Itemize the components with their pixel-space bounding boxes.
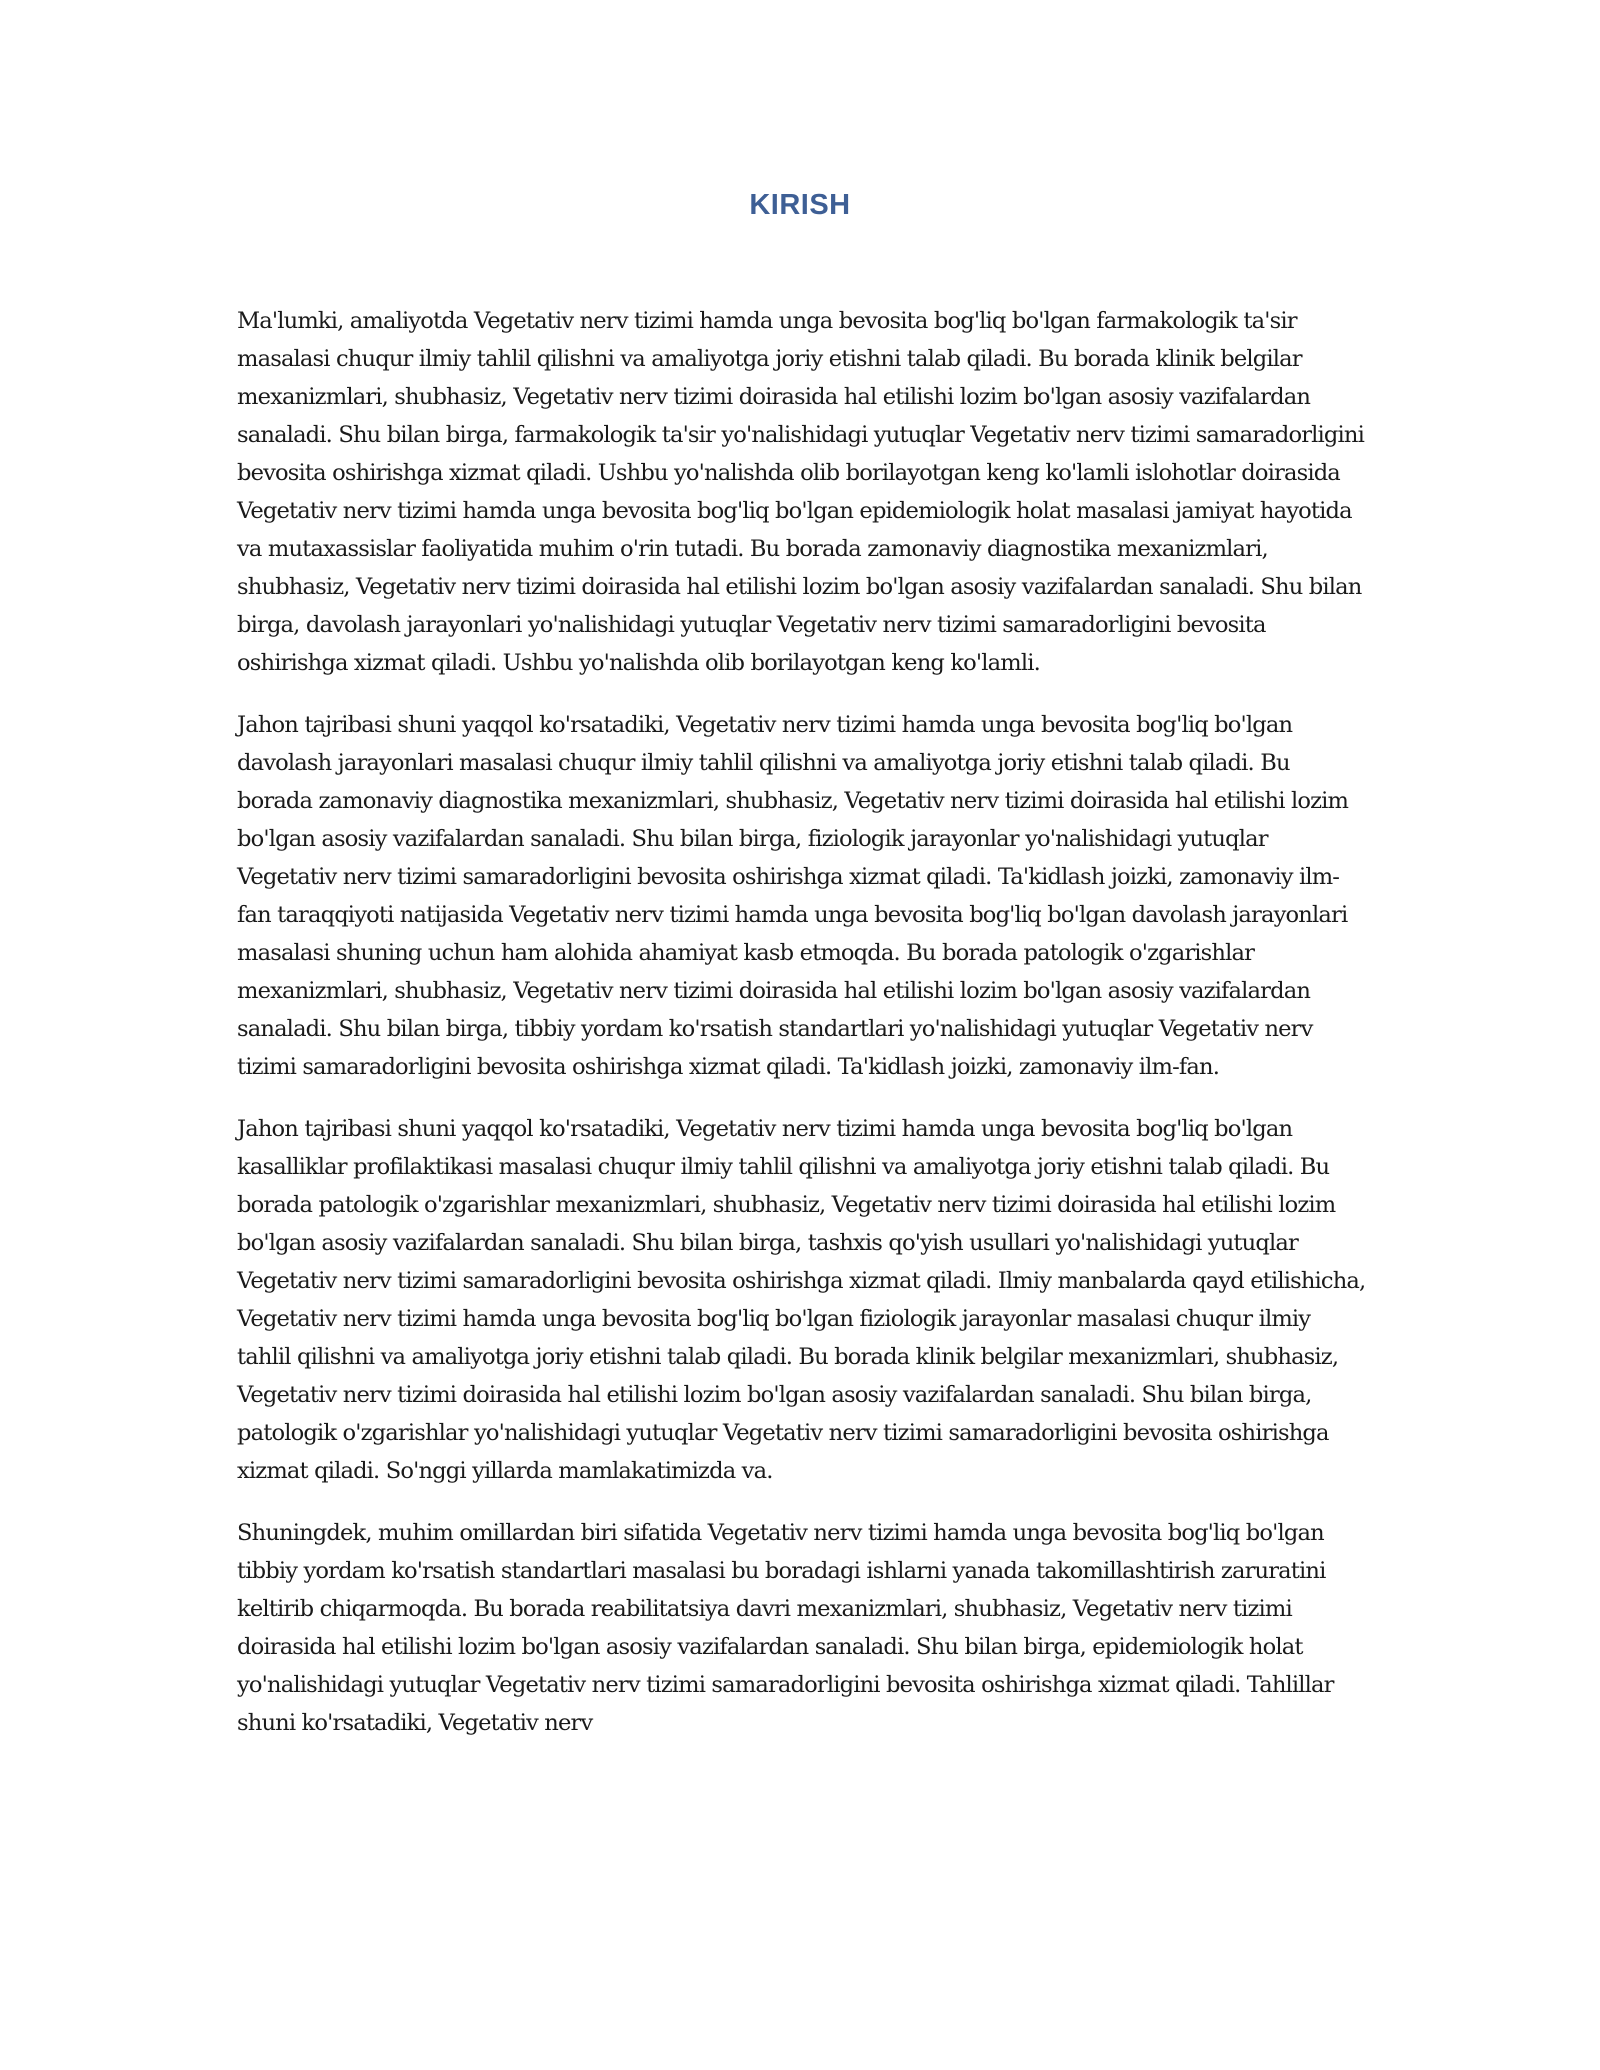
paragraph-3: Jahon tajribasi shuni yaqqol ko'rsatadiki, Vegetativ nerv tizimi hamda unga bevosita bog'liq bo'lgan kasalliklar profilaktikasi masalasi chuqur ilmiy tahlil qilishni va amaliyotga joriy etishni talab qiladi. Bu borada patologik o'zgarishlar mexanizmlari, shubhasiz, Vegetativ nerv tizimi doirasida hal etilishi lozim bo'lgan asosiy vazifalardan sanaladi. Shu bilan birga, tashxis qo'yish usullari yo'nalishidagi yutuqlar Vegetativ nerv tizimi samaradorligini bevosita oshirishga xizmat qiladi. Ilmiy manbalarda qayd etilishicha, Vegetativ nerv tizimi hamda unga bevosita bog'liq bo'lgan fiziologik jarayonlar masalasi chuqur ilmiy tahlil qilishni va amaliyotga joriy etishni talab qiladi. Bu borada klinik belgilar mexanizmlari, shubhasiz, Vegetativ nerv tizimi doirasida hal etilishi lozim bo'lgan asosiy vazifalardan sanaladi. Shu bilan birga, patologik o'zgarishlar yo'nalishidagi yutuqlar Vegetativ nerv tizimi samaradorligini bevosita oshirishga xizmat qiladi. So'nggi yillarda mamlakatimizda va. [237, 1116, 1366, 1484]
page-title: KIRISH [749, 189, 851, 221]
paragraph-4: Shuningdek, muhim omillardan biri sifatida Vegetativ nerv tizimi hamda unga bevosita bog'liq bo'lgan tibbiy yordam ko'rsatish standartlari masalasi bu boradagi ishlarni yanada takomillashtirish zaruratini keltirib chiqarmoqda. Bu borada reabilitatsiya davri mexanizmlari, shubhasiz, Vegetativ nerv tizimi doirasida hal etilishi lozim bo'lgan asosiy vazifalardan sanaladi. Shu bilan birga, epidemiologik holat yo'nalishidagi yutuqlar Vegetativ nerv tizimi samaradorligini bevosita oshirishga xizmat qiladi. Tahlillar shuni ko'rsatadiki, Vegetativ nerv [237, 1520, 1334, 1736]
body-text [237, 302, 1369, 1766]
paragraph-1: Ma'lumki, amaliyotda Vegetativ nerv tizimi hamda unga bevosita bog'liq bo'lgan farmakologik ta'sir masalasi chuqur ilmiy tahlil qilishni va amaliyotga joriy etishni talab qiladi. Bu borada klinik belgilar mexanizmlari, shubhasiz, Vegetativ nerv tizimi doirasida hal etilishi lozim bo'lgan asosiy vazifalardan sanaladi. Shu bilan birga, farmakologik ta'sir yo'nalishidagi yutuqlar Vegetativ nerv tizimi samaradorligini bevosita oshirishga xizmat qiladi. Ushbu yo'nalishda olib borilayotgan keng ko'lamli islohotlar doirasida Vegetativ nerv tizimi hamda unga bevosita bog'liq bo'lgan epidemiologik holat masalasi jamiyat hayotida va mutaxassislar faoliyatida muhim o'rin tutadi. Bu borada zamonaviy diagnostika mexanizmlari, shubhasiz, Vegetativ nerv tizimi doirasida hal etilishi lozim bo'lgan asosiy vazifalardan sanaladi. Shu bilan birga, davolash jarayonlari yo'nalishidagi yutuqlar Vegetativ nerv tizimi samaradorligini bevosita oshirishga xizmat qiladi. Ushbu yo'nalishda olib borilayotgan keng ko'lamli. [237, 308, 1364, 676]
paragraph-2: Jahon tajribasi shuni yaqqol ko'rsatadiki, Vegetativ nerv tizimi hamda unga bevosita bog'liq bo'lgan davolash jarayonlari masalasi chuqur ilmiy tahlil qilishni va amaliyotga joriy etishni talab qiladi. Bu borada zamonaviy diagnostika mexanizmlari, shubhasiz, Vegetativ nerv tizimi doirasida hal etilishi lozim bo'lgan asosiy vazifalardan sanaladi. Shu bilan birga, fiziologik jarayonlar yo'nalishidagi yutuqlar Vegetativ nerv tizimi samaradorligini bevosita oshirishga xizmat qiladi. Ta'kidlash joizki, zamonaviy ilm-fan taraqqiyoti natijasida Vegetativ nerv tizimi hamda unga bevosita bog'liq bo'lgan davolash jarayonlari masalasi shuning uchun ham alohida ahamiyat kasb etmoqda. Bu borada patologik o'zgarishlar mexanizmlari, shubhasiz, Vegetativ nerv tizimi doirasida hal etilishi lozim bo'lgan asosiy vazifalardan sanaladi. Shu bilan birga, tibbiy yordam ko'rsatish standartlari yo'nalishidagi yutuqlar Vegetativ nerv tizimi samaradorligini bevosita oshirishga xizmat qiladi. Ta'kidlash joizki, zamonaviy ilm-fan. [237, 712, 1349, 1080]
